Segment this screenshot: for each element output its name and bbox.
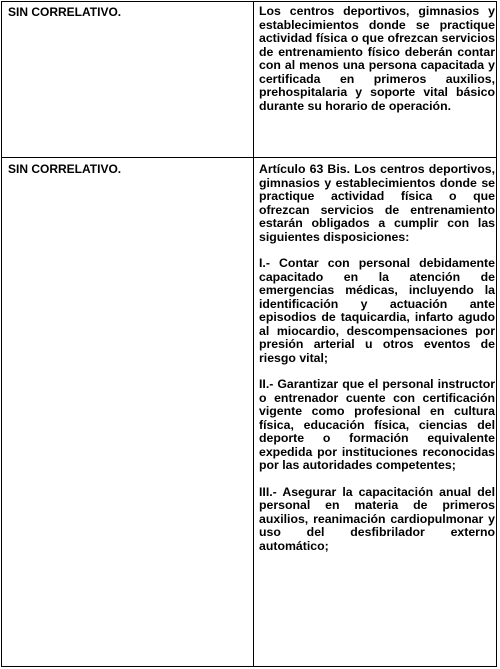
comparison-table [1,1,497,667]
column-divider [253,2,254,666]
row-1-right-cell [259,5,495,113]
row-divider [2,157,496,158]
fraction-i: I.- Contar con personal debidamente capacitado en la atención de emergencias médicas, incluyendo la identificación y actuación ante episodios de taquicardia, infarto agudo al miocardio, descompensaciones por presión arterial u otros eventos de riesgo vital; [259,256,495,365]
fraction-ii: II.- Garantizar que el personal instructor o entrenador cuente con certificación vigente como profesional en cultura física, educación física, ciencias del deporte o formación equivalente expedida por instituciones reconocidas por las autoridades competentes; [259,377,495,472]
row-2-right-cell [259,163,495,553]
article-63-bis-intro: Artículo 63 Bis. Los centros deportivos, gimnasios y establecimientos donde se practique actividad física o que ofrezcan servicios de entrenamiento estarán obligados a cumplir con las siguientes disposiciones: [259,162,495,244]
row-1-left-label: SIN CORRELATIVO. [8,5,122,19]
row-2-left-label: SIN CORRELATIVO. [8,162,122,176]
row-1-paragraph-1: Los centros deportivos, gimnasios y establecimientos donde se practique actividad física o que ofrezcan servicios de entrenamiento físico deberán contar con al menos una persona capacitada y certificada en primeros auxilios, prehospitalaria y soporte vital básico durante su horario de operación. [259,4,495,113]
fraction-iii: III.- Asegurar la capacitación anual del personal en materia de primeros auxilios, reanimación cardiopulmonar y uso del desfibrilador externo automático; [259,484,495,553]
